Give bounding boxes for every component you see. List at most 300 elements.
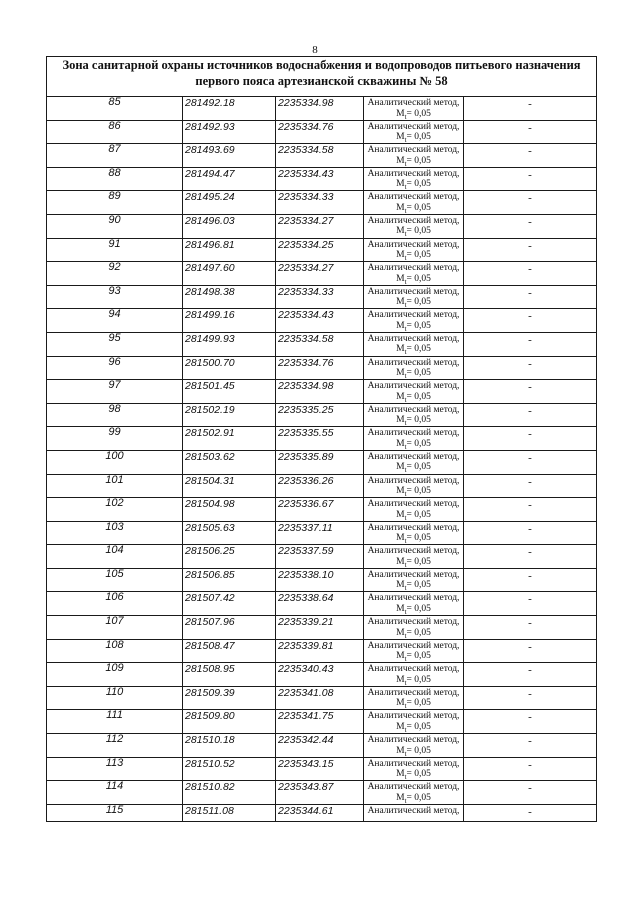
- x-coordinate: 281510.82: [183, 781, 276, 805]
- accuracy-value: [364, 486, 463, 497]
- accuracy-value: [364, 604, 463, 615]
- method-label: Аналитический метод,: [367, 569, 460, 580]
- accuracy-number: = 0,05: [406, 651, 431, 662]
- method-label: Аналитический метод,: [367, 310, 460, 321]
- table-title: Зона санитарной охраны источников водоснабжения и водопроводов питьевого назначения первого пояса артезианской скважины № 58: [47, 57, 597, 97]
- table-row: [47, 545, 597, 569]
- table-row: [47, 356, 597, 380]
- method-label: Аналитический метод,: [367, 263, 460, 274]
- accuracy-symbol: M: [396, 627, 405, 638]
- x-coordinate: 281507.96: [183, 616, 276, 640]
- accuracy-dash: -: [464, 781, 597, 805]
- accuracy-symbol: M: [396, 391, 405, 402]
- point-number: 93: [47, 285, 183, 309]
- method-label: Аналитический метод,: [367, 168, 460, 179]
- accuracy-number: = 0,05: [406, 132, 431, 143]
- y-coordinate: 2235341.75: [276, 710, 364, 734]
- table-title-row: [47, 57, 597, 97]
- x-coordinate: 281504.98: [183, 498, 276, 522]
- accuracy-number: = 0,05: [406, 155, 431, 166]
- x-coordinate: 281504.31: [183, 474, 276, 498]
- accuracy-value: [364, 439, 463, 450]
- accuracy-dash: -: [464, 639, 597, 663]
- accuracy-subscript: t: [404, 324, 407, 333]
- point-number: 90: [47, 214, 183, 238]
- accuracy-dash: -: [464, 403, 597, 427]
- method-label: Аналитический метод,: [367, 499, 460, 510]
- accuracy-symbol: M: [396, 580, 405, 591]
- accuracy-dash: -: [464, 191, 597, 215]
- accuracy-subscript: t: [404, 489, 407, 498]
- accuracy-symbol: M: [396, 745, 405, 756]
- accuracy-number: = 0,05: [406, 250, 431, 261]
- table-row: [47, 332, 597, 356]
- accuracy-value: [364, 203, 463, 214]
- table-row: [47, 710, 597, 734]
- method-label: Аналитический метод,: [367, 381, 460, 392]
- accuracy-value: [364, 250, 463, 261]
- accuracy-subscript: t: [404, 230, 407, 239]
- accuracy-symbol: M: [396, 769, 405, 780]
- accuracy-symbol: M: [396, 132, 405, 143]
- method-label: Аналитический метод,: [367, 286, 460, 297]
- accuracy-subscript: t: [404, 631, 407, 640]
- point-number: 107: [47, 616, 183, 640]
- method-cell: [364, 616, 464, 640]
- accuracy-number: = 0,05: [406, 297, 431, 308]
- method-cell: [364, 144, 464, 168]
- accuracy-symbol: M: [396, 297, 405, 308]
- accuracy-value: [364, 769, 463, 780]
- accuracy-dash: -: [464, 144, 597, 168]
- method-cell: [364, 639, 464, 663]
- accuracy-value: [364, 533, 463, 544]
- method-cell: [364, 380, 464, 404]
- accuracy-value: [364, 675, 463, 686]
- accuracy-number: = 0,05: [406, 486, 431, 496]
- y-coordinate: 2235335.55: [276, 427, 364, 451]
- accuracy-number: = 0,05: [406, 556, 431, 567]
- point-number: 94: [47, 309, 183, 333]
- accuracy-number: = 0,05: [406, 792, 431, 803]
- accuracy-dash: -: [464, 120, 597, 144]
- accuracy-value: [364, 368, 463, 379]
- coordinates-table: [46, 56, 597, 822]
- accuracy-dash: -: [464, 238, 597, 262]
- method-cell: [364, 592, 464, 616]
- accuracy-number: = 0,05: [406, 202, 431, 213]
- accuracy-dash: -: [464, 686, 597, 710]
- table-row: [47, 380, 597, 404]
- method-label: Аналитический метод,: [367, 593, 460, 604]
- point-number: 97: [47, 380, 183, 404]
- accuracy-subscript: t: [404, 702, 407, 711]
- table-row: [47, 521, 597, 545]
- x-coordinate: 281499.93: [183, 332, 276, 356]
- accuracy-number: = 0,05: [406, 627, 431, 638]
- accuracy-dash: -: [464, 757, 597, 781]
- x-coordinate: 281508.47: [183, 639, 276, 663]
- point-number: 108: [47, 639, 183, 663]
- x-coordinate: 281498.38: [183, 285, 276, 309]
- y-coordinate: 2235334.27: [276, 214, 364, 238]
- accuracy-dash: -: [464, 592, 597, 616]
- accuracy-subscript: t: [404, 253, 407, 262]
- x-coordinate: 281506.85: [183, 568, 276, 592]
- accuracy-number: = 0,05: [406, 603, 431, 614]
- accuracy-number: = 0,05: [406, 462, 431, 473]
- accuracy-value: [364, 156, 463, 167]
- method-cell: [364, 427, 464, 451]
- accuracy-value: [364, 628, 463, 639]
- method-cell: [364, 191, 464, 215]
- accuracy-value: [364, 226, 463, 237]
- accuracy-value: [364, 651, 463, 662]
- method-label: Аналитический метод,: [367, 664, 460, 675]
- accuracy-subscript: t: [404, 135, 407, 144]
- method-label: Аналитический метод,: [367, 522, 460, 533]
- method-cell: [364, 663, 464, 687]
- table-row: [47, 427, 597, 451]
- accuracy-number: = 0,05: [406, 533, 431, 544]
- accuracy-subscript: t: [404, 159, 407, 168]
- point-number: 103: [47, 521, 183, 545]
- x-coordinate: 281499.16: [183, 309, 276, 333]
- y-coordinate: 2235336.26: [276, 474, 364, 498]
- y-coordinate: 2235334.25: [276, 238, 364, 262]
- table-row: [47, 238, 597, 262]
- point-number: 98: [47, 403, 183, 427]
- accuracy-symbol: M: [396, 108, 405, 119]
- method-label: Аналитический метод,: [367, 640, 460, 651]
- accuracy-symbol: M: [396, 603, 405, 614]
- x-coordinate: 281505.63: [183, 521, 276, 545]
- y-coordinate: 2235341.08: [276, 686, 364, 710]
- accuracy-number: = 0,05: [406, 674, 431, 685]
- point-number: 109: [47, 663, 183, 687]
- point-number: 85: [47, 97, 183, 121]
- accuracy-dash: -: [464, 214, 597, 238]
- accuracy-symbol: M: [396, 273, 405, 284]
- page-number: 8: [312, 44, 318, 56]
- accuracy-number: = 0,05: [406, 721, 431, 732]
- x-coordinate: 281497.60: [183, 262, 276, 286]
- method-label: Аналитический метод,: [367, 98, 460, 108]
- y-coordinate: 2235343.15: [276, 757, 364, 781]
- accuracy-symbol: M: [396, 486, 405, 496]
- point-number: 100: [47, 450, 183, 474]
- point-number: 102: [47, 498, 183, 522]
- x-coordinate: 281510.52: [183, 757, 276, 781]
- table-row: [47, 191, 597, 215]
- accuracy-value: [364, 274, 463, 285]
- accuracy-number: = 0,05: [406, 415, 431, 426]
- accuracy-dash: -: [464, 545, 597, 569]
- accuracy-subscript: t: [404, 466, 407, 475]
- x-coordinate: 281492.93: [183, 120, 276, 144]
- method-label: Аналитический метод,: [367, 333, 460, 344]
- table-row: [47, 403, 597, 427]
- method-cell: [364, 450, 464, 474]
- accuracy-value: [364, 297, 463, 308]
- x-coordinate: 281494.47: [183, 167, 276, 191]
- accuracy-number: = 0,05: [406, 509, 431, 520]
- x-coordinate: 281511.08: [183, 804, 276, 821]
- accuracy-value: [364, 344, 463, 355]
- method-cell: [364, 686, 464, 710]
- x-coordinate: 281501.45: [183, 380, 276, 404]
- accuracy-symbol: M: [396, 509, 405, 520]
- accuracy-subscript: t: [404, 537, 407, 546]
- point-number: 95: [47, 332, 183, 356]
- x-coordinate: 281508.95: [183, 663, 276, 687]
- accuracy-number: = 0,05: [406, 391, 431, 402]
- accuracy-subscript: t: [404, 442, 407, 451]
- method-cell: [364, 285, 464, 309]
- accuracy-dash: -: [464, 380, 597, 404]
- method-cell: [364, 238, 464, 262]
- method-label: Аналитический метод,: [367, 404, 460, 415]
- table-row: [47, 309, 597, 333]
- accuracy-number: = 0,05: [406, 698, 431, 709]
- accuracy-subscript: t: [404, 277, 407, 286]
- x-coordinate: 281510.18: [183, 734, 276, 758]
- method-cell: [364, 97, 464, 121]
- x-coordinate: 281507.42: [183, 592, 276, 616]
- accuracy-number: = 0,05: [406, 745, 431, 756]
- point-number: 106: [47, 592, 183, 616]
- method-cell: [364, 120, 464, 144]
- table-row: [47, 214, 597, 238]
- accuracy-dash: -: [464, 262, 597, 286]
- point-number: 86: [47, 120, 183, 144]
- method-cell: [364, 214, 464, 238]
- accuracy-subscript: t: [404, 725, 407, 734]
- method-label: Аналитический метод,: [367, 428, 460, 439]
- x-coordinate: 281506.25: [183, 545, 276, 569]
- accuracy-symbol: M: [396, 651, 405, 662]
- accuracy-symbol: M: [396, 179, 405, 190]
- method-cell: [364, 498, 464, 522]
- method-label: Аналитический метод,: [367, 782, 460, 793]
- table-row: [47, 450, 597, 474]
- y-coordinate: 2235338.64: [276, 592, 364, 616]
- y-coordinate: 2235334.27: [276, 262, 364, 286]
- y-coordinate: 2235334.98: [276, 380, 364, 404]
- table-row: [47, 144, 597, 168]
- accuracy-dash: -: [464, 450, 597, 474]
- method-cell: [364, 757, 464, 781]
- accuracy-number: = 0,05: [406, 344, 431, 355]
- accuracy-subscript: t: [404, 395, 407, 404]
- accuracy-value: [364, 510, 463, 521]
- accuracy-dash: -: [464, 427, 597, 451]
- point-number: 115: [47, 804, 183, 821]
- method-label: Аналитический метод,: [367, 357, 460, 368]
- accuracy-subscript: t: [404, 749, 407, 758]
- point-number: 110: [47, 686, 183, 710]
- accuracy-symbol: M: [396, 202, 405, 213]
- accuracy-value: [364, 746, 463, 757]
- accuracy-subscript: t: [404, 183, 407, 192]
- table-row: [47, 568, 597, 592]
- y-coordinate: 2235334.33: [276, 285, 364, 309]
- y-coordinate: 2235334.58: [276, 144, 364, 168]
- y-coordinate: 2235338.10: [276, 568, 364, 592]
- accuracy-number: = 0,05: [406, 438, 431, 449]
- method-label: Аналитический метод,: [367, 451, 460, 462]
- accuracy-value: [364, 415, 463, 426]
- accuracy-dash: -: [464, 498, 597, 522]
- method-label: Аналитический метод,: [367, 215, 460, 226]
- method-cell: [364, 332, 464, 356]
- method-label: Аналитический метод,: [367, 475, 460, 486]
- accuracy-value: [364, 793, 463, 804]
- accuracy-dash: -: [464, 710, 597, 734]
- table-row: [47, 616, 597, 640]
- accuracy-value: [364, 109, 463, 120]
- point-number: 88: [47, 167, 183, 191]
- accuracy-value: [364, 698, 463, 709]
- accuracy-dash: -: [464, 332, 597, 356]
- accuracy-symbol: M: [396, 368, 405, 379]
- accuracy-number: = 0,05: [406, 368, 431, 379]
- table-row: [47, 781, 597, 805]
- x-coordinate: 281493.69: [183, 144, 276, 168]
- table-row: [47, 285, 597, 309]
- y-coordinate: 2235334.33: [276, 191, 364, 215]
- x-coordinate: 281502.91: [183, 427, 276, 451]
- method-label: Аналитический метод,: [367, 239, 460, 250]
- y-coordinate: 2235337.11: [276, 521, 364, 545]
- accuracy-symbol: M: [396, 698, 405, 709]
- y-coordinate: 2235334.58: [276, 332, 364, 356]
- y-coordinate: 2235339.81: [276, 639, 364, 663]
- accuracy-symbol: M: [396, 320, 405, 331]
- point-number: 105: [47, 568, 183, 592]
- accuracy-symbol: M: [396, 155, 405, 166]
- y-coordinate: 2235339.21: [276, 616, 364, 640]
- x-coordinate: 281503.62: [183, 450, 276, 474]
- accuracy-symbol: M: [396, 438, 405, 449]
- accuracy-subscript: t: [404, 584, 407, 593]
- point-number: 92: [47, 262, 183, 286]
- accuracy-subscript: t: [404, 301, 407, 310]
- method-label: Аналитический метод,: [367, 735, 460, 746]
- accuracy-subscript: t: [404, 348, 407, 357]
- method-label: Аналитический метод,: [367, 758, 460, 769]
- point-number: 112: [47, 734, 183, 758]
- accuracy-dash: -: [464, 285, 597, 309]
- method-cell: [364, 781, 464, 805]
- accuracy-number: = 0,05: [406, 273, 431, 284]
- accuracy-number: = 0,05: [406, 226, 431, 237]
- accuracy-symbol: M: [396, 344, 405, 355]
- method-cell: [364, 262, 464, 286]
- accuracy-symbol: M: [396, 721, 405, 732]
- x-coordinate: 281496.81: [183, 238, 276, 262]
- method-cell: [364, 568, 464, 592]
- y-coordinate: 2235343.87: [276, 781, 364, 805]
- x-coordinate: 281502.19: [183, 403, 276, 427]
- accuracy-value: [364, 580, 463, 591]
- accuracy-number: = 0,05: [406, 769, 431, 780]
- method-cell: [364, 167, 464, 191]
- method-label: Аналитический метод,: [367, 546, 460, 557]
- y-coordinate: 2235335.25: [276, 403, 364, 427]
- table-row: [47, 120, 597, 144]
- accuracy-subscript: t: [404, 419, 407, 428]
- point-number: 96: [47, 356, 183, 380]
- accuracy-value: [364, 392, 463, 403]
- method-cell: [364, 309, 464, 333]
- accuracy-subscript: t: [404, 206, 407, 215]
- accuracy-symbol: M: [396, 415, 405, 426]
- method-label: Аналитический метод,: [367, 121, 460, 132]
- table-row: [47, 804, 597, 821]
- method-cell: [364, 521, 464, 545]
- table-row: [47, 663, 597, 687]
- table-row: [47, 498, 597, 522]
- point-number: 99: [47, 427, 183, 451]
- accuracy-dash: -: [464, 521, 597, 545]
- accuracy-symbol: M: [396, 674, 405, 685]
- table-row: [47, 592, 597, 616]
- accuracy-symbol: M: [396, 462, 405, 473]
- point-number: 91: [47, 238, 183, 262]
- x-coordinate: 281496.03: [183, 214, 276, 238]
- table-row: [47, 639, 597, 663]
- table-row: [47, 734, 597, 758]
- method-label: Аналитический метод,: [364, 804, 464, 821]
- accuracy-dash: -: [464, 167, 597, 191]
- accuracy-symbol: M: [396, 556, 405, 567]
- table-row: [47, 167, 597, 191]
- accuracy-dash: -: [464, 568, 597, 592]
- method-cell: [364, 710, 464, 734]
- table-row: [47, 262, 597, 286]
- accuracy-number: = 0,05: [406, 179, 431, 190]
- y-coordinate: 2235340.43: [276, 663, 364, 687]
- x-coordinate: 281509.80: [183, 710, 276, 734]
- y-coordinate: 2235335.89: [276, 450, 364, 474]
- accuracy-dash: -: [464, 474, 597, 498]
- accuracy-dash: -: [464, 804, 597, 821]
- y-coordinate: 2235336.67: [276, 498, 364, 522]
- accuracy-value: [364, 132, 463, 143]
- table-row: [47, 97, 597, 121]
- table-row: [47, 474, 597, 498]
- accuracy-subscript: t: [404, 112, 407, 121]
- point-number: 89: [47, 191, 183, 215]
- y-coordinate: 2235342.44: [276, 734, 364, 758]
- point-number: 104: [47, 545, 183, 569]
- accuracy-number: = 0,05: [406, 320, 431, 331]
- accuracy-subscript: t: [404, 513, 407, 522]
- accuracy-subscript: t: [404, 371, 407, 380]
- method-cell: [364, 403, 464, 427]
- accuracy-value: [364, 462, 463, 473]
- accuracy-subscript: t: [404, 796, 407, 805]
- table-row: [47, 686, 597, 710]
- y-coordinate: 2235344.61: [276, 804, 364, 821]
- accuracy-subscript: t: [404, 655, 407, 664]
- accuracy-number: = 0,05: [406, 580, 431, 591]
- method-cell: [364, 474, 464, 498]
- accuracy-subscript: t: [404, 560, 407, 569]
- method-label: Аналитический метод,: [367, 711, 460, 722]
- method-label: Аналитический метод,: [367, 617, 460, 628]
